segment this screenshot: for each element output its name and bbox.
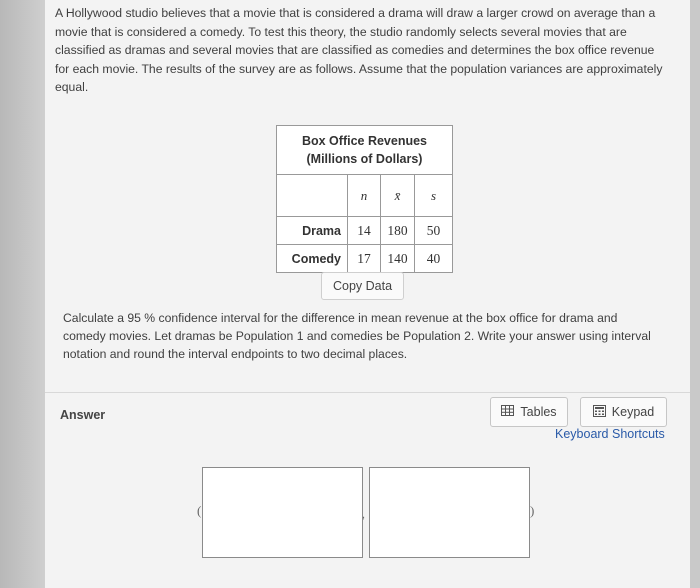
interval-close-paren: ): [530, 503, 535, 518]
question-text: A Hollywood studio believes that a movie that is considered a drama will draw a larger crowd on average than a movie that is considered a comedy. To test this theory, the studio randomly selects several movies that are classified as dramas and several movies that are classified as comedies and determines the box office revenue for each movie. The results of the survey are as follows. Assume that the population variances are approximately equal.: [55, 6, 663, 94]
keypad-icon: [593, 405, 606, 420]
interval-separator: ,: [362, 509, 366, 521]
keyboard-shortcuts-link[interactable]: Keyboard Shortcuts: [555, 427, 665, 441]
interval-open-paren: (: [197, 503, 202, 518]
calc-instructions: Calculate a 95 % confidence interval for the difference in mean revenue at the box office for drama and comedy movies. Let dramas be Population 1 and comedies be Population 2. Write your answer using interval notation and round the interval endpoints to two decimal places.: [63, 311, 651, 361]
header-xbar: x̄: [381, 175, 415, 217]
keypad-label: Keypad: [611, 405, 655, 419]
row-label: Drama: [277, 217, 348, 245]
header-n: n: [348, 175, 381, 217]
header-blank: [277, 175, 348, 217]
keypad-button[interactable]: [580, 397, 667, 427]
cell-s: 40: [415, 245, 453, 273]
table-caption-line1: Box Office Revenues: [301, 134, 428, 148]
left-margin: [0, 0, 45, 588]
table-row: [277, 245, 453, 273]
header-s: s: [415, 175, 453, 217]
interval-upper-input[interactable]: [369, 467, 530, 558]
table-header-row: [277, 175, 453, 217]
cell-xbar: 180: [381, 217, 415, 245]
tables-label: Tables: [520, 405, 557, 419]
table-row: [277, 217, 453, 245]
copy-data-button[interactable]: Copy Data: [321, 272, 404, 300]
cell-s: 50: [415, 217, 453, 245]
cell-xbar: 140: [381, 245, 415, 273]
cell-n: 14: [348, 217, 381, 245]
table-icon: [501, 405, 514, 419]
table-caption: [277, 126, 453, 175]
answer-label: Answer: [60, 408, 106, 422]
table-caption-line2: (Millions of Dollars): [306, 152, 423, 166]
interval-lower-input[interactable]: [202, 467, 366, 558]
cell-n: 17: [348, 245, 381, 273]
revenue-table: [276, 125, 453, 273]
row-label: Comedy: [277, 245, 348, 273]
tables-button[interactable]: [490, 397, 568, 427]
